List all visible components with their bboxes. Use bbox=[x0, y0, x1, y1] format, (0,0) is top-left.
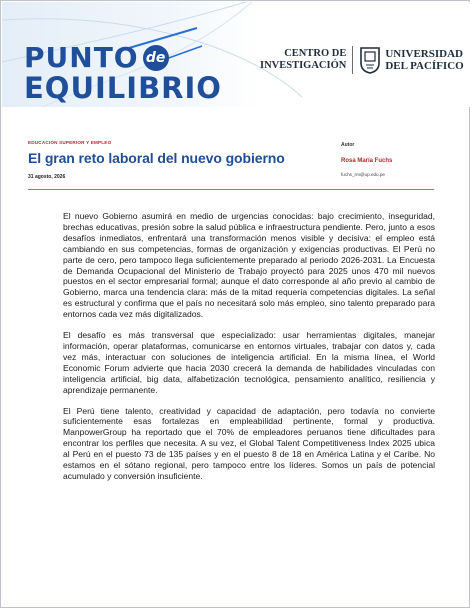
centro-investigacion-logo: CENTRO DE INVESTIGACIÓN bbox=[260, 48, 347, 71]
logo-word-de: de bbox=[143, 45, 169, 71]
author-block bbox=[341, 142, 461, 177]
header-divider bbox=[28, 189, 434, 190]
institution-logos bbox=[260, 46, 464, 74]
article-body bbox=[63, 211, 435, 492]
punto-de-equilibrio-logo bbox=[24, 41, 222, 105]
paragraph: El Perú tiene talento, creatividad y capacidad de adaptación, pero todavía no convierte suficientemente esas fortalezas en empleabilidad pertinente, formal y productiva. ManpowerGroup ha reportado que el 70% de empleadores peruanos tiene dificultades para encontrar los perfiles que necesita. A su vez, el Global Talent Competitiveness Index 2025 ubica al Perú en el puesto 73 de 135 países y en el puesto 8 de 18 en América Latina y el Caribe. No estamos en el sótano regional, pero tampoco entre los líderes. Somos un país de potencial acumulado y conversión insuficiente. bbox=[63, 405, 435, 481]
university-seal-icon bbox=[359, 46, 381, 74]
author-label: Autor bbox=[341, 142, 355, 148]
author-name: Rosa María Fuchs bbox=[341, 158, 393, 164]
logo-word-equilibrio: EQUILIBRIO bbox=[24, 71, 222, 105]
universidad-pacifico-logo: UNIVERSIDAD DEL PACÍFICO bbox=[385, 48, 464, 72]
header-banner bbox=[2, 2, 470, 107]
section-tag: EDUCACIÓN SUPERIOR Y EMPLEO bbox=[28, 140, 112, 145]
article-date: 31 agosto, 2026 bbox=[28, 174, 66, 180]
article-meta bbox=[28, 140, 448, 180]
author-email: fuchs_rm@up.edu.pe bbox=[341, 172, 385, 177]
article-title: El gran reto laboral del nuevo gobierno bbox=[28, 150, 285, 166]
logo-word-punto: PUNTO bbox=[24, 41, 139, 74]
paragraph: El desafío es más transversal que especializado: usar herramientas digitales, manejar información, operar plataformas, comunicarse en entornos virtuales, trabajar con datos y, cada vez más, interactuar con soluciones de inteligencia artificial. En la misma línea, el World Economic Forum advierte que hacia 2030 crecerá la demanda de habilidades vinculadas con inteligencia artificial, big data, alfabetización tecnológica, pensamiento analítico, resiliencia y aprendizaje permanente. bbox=[63, 330, 435, 395]
logo-divider bbox=[352, 46, 353, 74]
paragraph: El nuevo Gobierno asumirá en medio de urgencias conocidas: bajo crecimiento, inseguridad, brechas educativas, presión sobre la salud pública e infraestructura pendiente. Pero, junto a esos desafíos inmediatos, enfrentará una transformación menos visible y decisiva: el empleo está cambiando en sus competencias, formas de organización y exigencias productivas. El Perú no parte de cero, pero tampoco llega suficientemente preparado al periodo 2026-2031. La Encuesta de Demanda Ocupacional del Ministerio de Trabajo proyectó para 2025 unos 470 mil nuevos puestos en el sector empresarial formal; aunque el dato corresponde al año previo al cambio de Gobierno, marca una tendencia clara: más de la mitad requería competencias digitales. La señal es estructural y confirma que el país no necesitará solo más empleo, sino talento preparado para entornos cada vez más digitalizados. bbox=[63, 211, 435, 320]
